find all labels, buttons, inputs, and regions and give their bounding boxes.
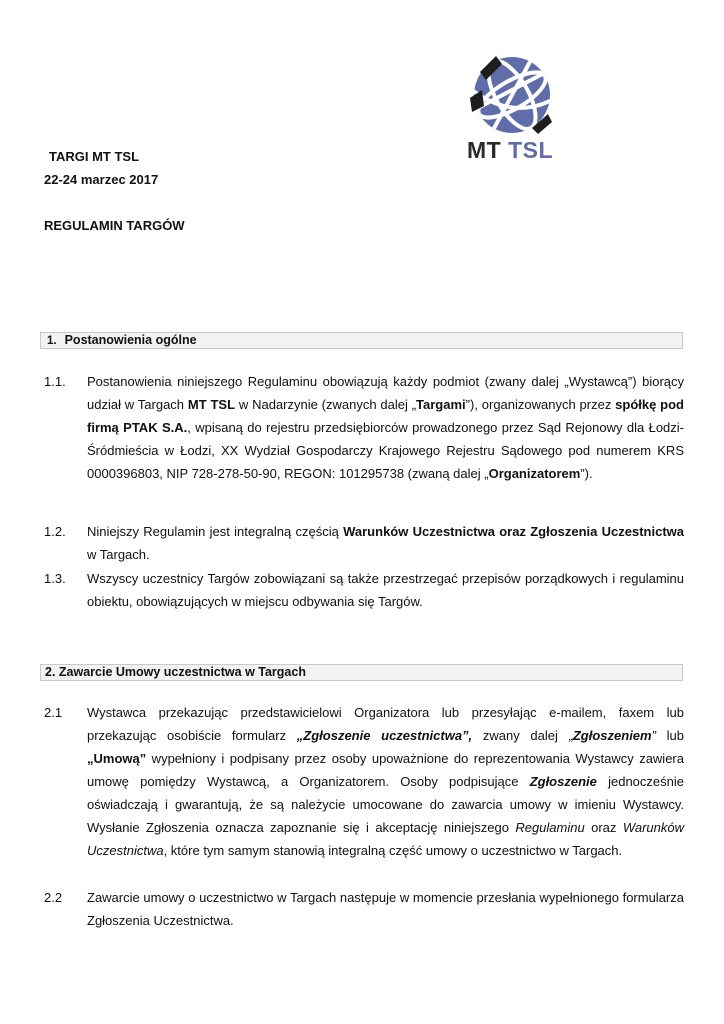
section-1-title: Postanowienia ogólne <box>64 333 197 347</box>
section-1-number: 1. <box>47 335 57 347</box>
logo-mt: MT <box>467 137 502 163</box>
logo-tsl: TSL <box>508 137 554 163</box>
section-2-heading <box>40 664 683 681</box>
logo-wordmark <box>467 137 553 163</box>
event-dates: 22-24 marzec 2017 <box>44 172 159 187</box>
clause-text: Wszyscy uczestnicy Targów zobowiązani są także przestrzegać przepisów porządkowych i regulaminu obiektu, obowiązujących w miejscu odbywania się Targów. <box>87 571 684 609</box>
section-2-title: 2. Zawarcie Umowy uczestnictwa w Targach <box>45 665 306 679</box>
clause-number: 2.2 <box>44 890 63 905</box>
section-1-heading <box>40 332 683 349</box>
clause-number: 2.1 <box>44 705 63 720</box>
clause-1-3 <box>44 567 684 613</box>
document-title: REGULAMIN TARGÓW <box>44 218 185 233</box>
event-name: TARGI MT TSL <box>49 149 140 164</box>
clause-2-2 <box>44 886 684 932</box>
clause-text: Niniejszy Regulamin jest integralną częścią Warunków Uczestnictwa oraz Zgłoszenia Uczestnictwa w Targach. <box>87 524 684 562</box>
clause-1-1 <box>44 370 684 485</box>
clause-1-2 <box>44 520 684 566</box>
clause-number: 1.3. <box>44 571 66 586</box>
clause-text: Postanowienia niniejszego Regulaminu obowiązują każdy podmiot (zwany dalej „Wystawcą”) biorący udział w Targach MT TSL w Nadarzynie (zwanych dalej „Targami”), organizowanych przez spółkę pod firmą PTAK S.A., wpisaną do rejestru przedsiębiorców prowadzonego przez Sąd Rejonowy dla Łodzi-Śródmieścia w Łodzi, XX Wydział Gospodarczy Krajowego Rejestru Sądowego pod numerem KRS 0000396803, NIP 728-278-50-90, REGON: 101295738 (zwaną dalej „Organizatorem”). <box>87 374 685 481</box>
clause-number: 1.1. <box>44 374 66 389</box>
clause-number: 1.2. <box>44 524 66 539</box>
clause-text: Zawarcie umowy o uczestnictwo w Targach następuje w momencie przesłania wypełnionego formularza Zgłoszenia Uczestnictwa. <box>87 890 684 928</box>
clause-2-1 <box>44 701 684 862</box>
clause-text: Wystawca przekazując przedstawicielowi Organizatora lub przesyłając e-mailem, faxem lub przekazując osobiście formularz „Zgłoszenie uczestnictwa”, zwany dalej „Zgłoszeniem” lub „Umową” wypełniony i podpisany przez osoby upoważnione do reprezentowania Wystawcy zawiera umowę pomiędzy Wystawcą, a Organizatorem. Osoby podpisujące Zgłoszenie jednocześnie oświadczają i gwarantują, że są należycie umocowane do zawarcia umowy w imieniu Wystawcy. Wysłanie Zgłoszenia oznacza zapoznanie się i akceptację niniejszego Regulaminu oraz Warunków Uczestnictwa, które tym samym stanowią integralną część umowy o uczestnictwo w Targach. <box>87 705 684 858</box>
